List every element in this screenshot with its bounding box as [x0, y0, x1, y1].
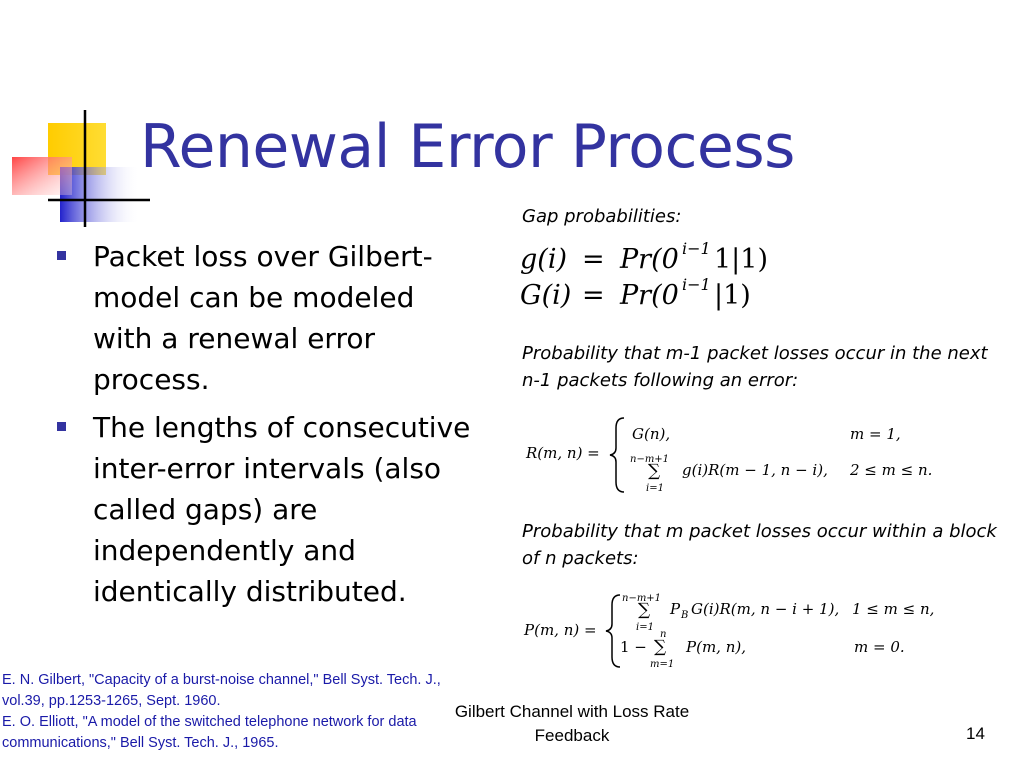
p-sum2-symbol: ∑	[654, 637, 667, 657]
p-case2: P(m, n),	[686, 638, 746, 656]
g-tail: 1|1)	[714, 244, 768, 275]
template-logo	[10, 105, 150, 230]
r-cond1: m = 1,	[850, 425, 901, 443]
p-cond1: 1 ≤ m ≤ n,	[852, 600, 935, 618]
p-equation	[522, 590, 962, 670]
p-lhs: P(m, n) =	[524, 621, 597, 639]
G-tail: |1)	[714, 280, 751, 311]
bullet-marker	[57, 251, 66, 260]
r-sum-symbol: ∑	[648, 461, 661, 481]
gap-caption: Gap probabilities:	[522, 206, 682, 227]
g-sup: i−1	[682, 239, 711, 258]
g-lhs: g(i)	[520, 244, 567, 275]
footer-title: Gilbert Channel with Loss Rate Feedback	[454, 702, 690, 745]
bullet-item	[52, 407, 472, 612]
r-caption: Probability that m-1 packet losses occur in the next n-1 packets following an error:	[522, 343, 988, 391]
p-case2-prefix: 1 −	[620, 638, 647, 656]
g-eq: =	[582, 244, 605, 275]
r-cond2: 2 ≤ m ≤ n.	[850, 461, 933, 479]
G-rhs: Pr(0	[620, 280, 679, 311]
p-case1-tail: G(i)R(m, n − i + 1),	[691, 600, 840, 618]
p-brace	[606, 595, 620, 667]
r-case1: G(n),	[632, 425, 671, 443]
slide-title: Renewal Error Process	[140, 112, 795, 182]
reference-item: E. N. Gilbert, "Capacity of a burst-noise channel," Bell Syst. Tech. J., vol.39, pp.1253-1265, Sept. 1960.	[2, 672, 441, 709]
references	[2, 670, 462, 754]
gap-equations	[520, 238, 780, 313]
p-sum1-upper: n−m+1	[622, 593, 662, 604]
r-equation	[522, 412, 952, 497]
G-eq: =	[582, 280, 605, 311]
bullet-text: The lengths of consecutive inter-error intervals (also called gaps) are independently and identically distributed.	[93, 411, 471, 608]
r-case2: g(i)R(m − 1, n − i),	[682, 461, 828, 479]
bullet-item	[52, 236, 472, 400]
r-sum-lower: i=1	[646, 483, 664, 494]
bullet-text: Packet loss over Gilbert-model can be modeled with a renewal error process.	[93, 240, 433, 396]
bullet-list	[52, 236, 472, 619]
G-lhs: G(i)	[520, 280, 572, 311]
p-case1-sub: B	[681, 610, 689, 621]
p-sum1-lower: i=1	[636, 622, 654, 633]
r-brace	[610, 418, 624, 492]
reference-item: E. O. Elliott, "A model of the switched telephone network for data communications," Bell Syst. Tech. J., 1965.	[2, 714, 417, 751]
G-sup: i−1	[682, 275, 711, 294]
p-sum2-lower: m=1	[650, 659, 675, 670]
p-cond2: m = 0.	[854, 638, 905, 656]
p-sum1-symbol: ∑	[638, 600, 651, 620]
bullet-marker	[57, 422, 66, 431]
g-rhs: Pr(0	[620, 244, 679, 275]
page-number: 14	[966, 724, 985, 743]
p-caption: Probability that m packet losses occur within a block of n packets:	[522, 521, 997, 569]
r-sum-upper: n−m+1	[630, 454, 670, 465]
p-case1: P	[670, 600, 681, 618]
p-sum2-upper: n	[660, 629, 667, 640]
r-lhs: R(m, n) =	[526, 444, 600, 462]
